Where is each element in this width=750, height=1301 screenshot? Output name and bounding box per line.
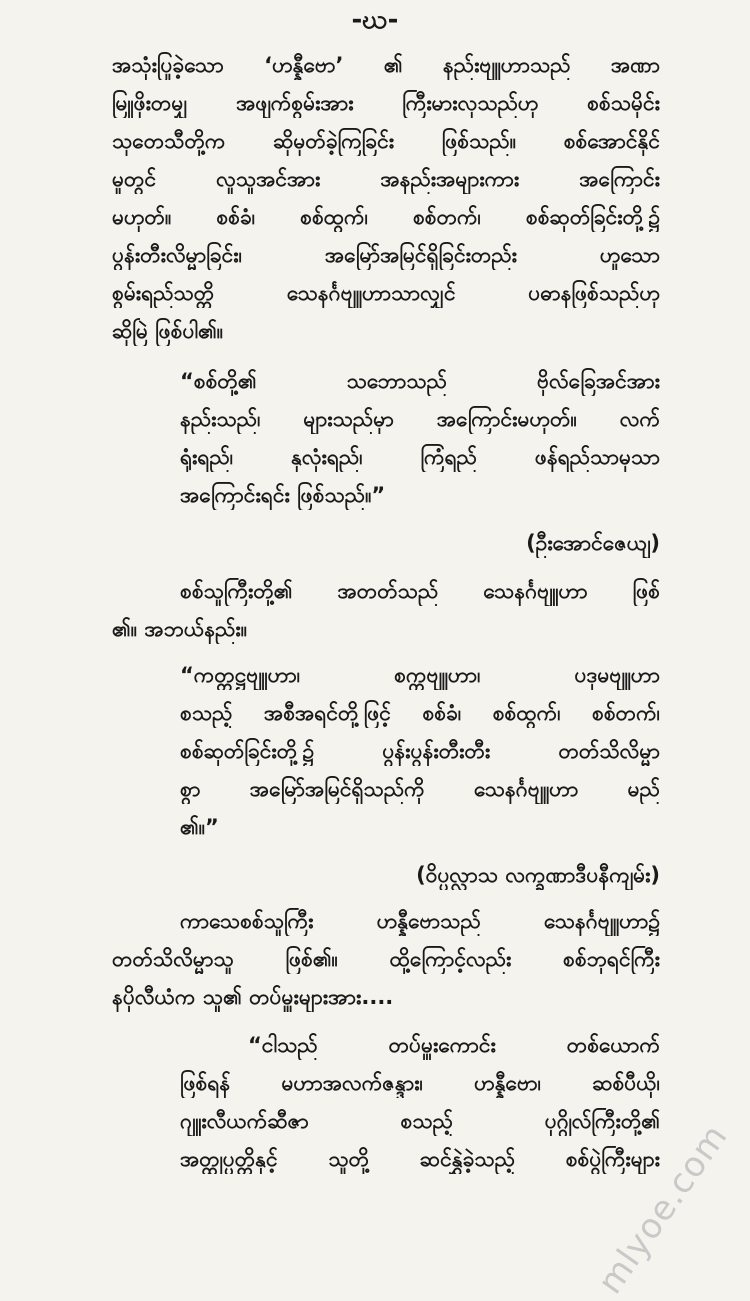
quote-line: စစ်ဆုတ်ခြင်းတို့၌ ပွန်းပွန်းတီးတီး တတ်သိလိမ္မာ: [180, 739, 660, 763]
text-line: ၏။ အဘယ်နည်း။: [112, 617, 248, 641]
text-line: မှုတွင် လူသူအင်အား အနည်းအများကား အကြောင်း: [112, 167, 660, 191]
quote-line: အကြောင်းရင်း ဖြစ်သည်။”: [180, 483, 386, 507]
text-line: နပိုလီယံက သူ၏ တပ်မှူးများအား....: [112, 985, 394, 1009]
quote-line: အတ္ထုပ္ပတ္တိနှင့် သူတို့ ဆင်နွှဲခဲ့သည့် စစ်ပွဲကြီးများ: [180, 1147, 660, 1171]
text-line: မြူဖိုးတမျှ အဖျက်စွမ်းအား ကြီးမားလှသည်ဟု စစ်သမိုင်း: [112, 91, 660, 115]
watermark-text: mlyoe.com: [590, 1117, 736, 1301]
text-line: ကာသေစစ်သူကြီး ဟန္နီဗောသည် သေနင်္ဂဗျူဟာ၌: [180, 909, 660, 933]
quote-line: ၏။”: [180, 815, 219, 839]
page-number: -ဃ-: [351, 5, 399, 35]
quote-line: ဖြစ်ရန် မဟာအလက်ဇန္ဒား၊ ဟန္နီဗော၊ ဆစ်ပီယို၊: [180, 1071, 660, 1095]
text-line: တတ်သိလိမ္မာသူ ဖြစ်၏။ ထို့ကြောင့်လည်း စစ်ဘုရင်ကြီး: [112, 947, 660, 971]
quote-line: စသည့် အစီအရင်တို့ဖြင့် စစ်ခံ၊ စစ်ထွက်၊ စစ်တက်၊: [180, 701, 660, 725]
text-line: ပွန်းတီးလိမ္မာခြင်း၊ အမြော်အမြင်ရှိခြင်းတည်း ဟူသော: [112, 243, 660, 267]
text-line: သုတေသီတို့က ဆိုမှတ်ခဲ့ကြခြင်း ဖြစ်သည်။ စစ်အောင်နိုင်: [112, 129, 660, 153]
quote-line: နည်းသည်၊ များသည်မှာ အကြောင်းမဟုတ်။ လက်: [180, 407, 660, 431]
quote-line: “စစ်တို့၏ သဘောသည် ဗိုလ်ခြေအင်အား: [180, 369, 660, 393]
quote-attribution: (ဝိပ္ပလ္လာသ လက္ခဏာဒီပနီကျမ်း): [416, 863, 660, 887]
quote-line: “ကတ္တဋ္ဌဗျူဟာ၊ စက္ကဗျူဟာ၊ ပဒုမဗျူဟာ: [180, 663, 660, 687]
text-line: မဟုတ်။ စစ်ခံ၊ စစ်ထွက်၊ စစ်တက်၊ စစ်ဆုတ်ခြင်းတို့၌: [112, 205, 660, 229]
text-line: စစ်သူကြီးတို့၏ အတတ်သည် သေနင်္ဂဗျူဟာ ဖြစ်: [180, 579, 660, 603]
quote-line: “ငါသည် တပ်မှူးကောင်း တစ်ယောက်: [248, 1033, 660, 1057]
text-line: အသုံးပြုခဲ့သော ‘ဟန္နီဗော’ ၏ နည်းဗျူဟာသည် အဏာ: [112, 53, 660, 77]
quote-line: ရုံးရည်၊ နှလုံးရည်၊ ကြံရည် ဖန်ရည်သာမှသာ: [180, 445, 660, 469]
quote-line: ဂျူးလီယက်ဆီဇာ စသည့် ပုဂ္ဂိုလ်ကြီးတို့၏: [180, 1109, 660, 1133]
text-line: ဆိုမြဲ ဖြစ်ပါ၏။: [112, 319, 224, 343]
text-line: စွမ်းရည်သတ္တိ သေနင်္ဂဗျူဟာသာလျှင် ပဓာနဖြစ်သည်ဟု: [112, 281, 660, 305]
quote-line: စွာ အမြော်အမြင်ရှိသည်ကို သေနင်္ဂဗျူဟာ မည်: [180, 777, 660, 801]
quote-attribution: (ဦးအောင်ဇေယျ): [526, 531, 660, 555]
